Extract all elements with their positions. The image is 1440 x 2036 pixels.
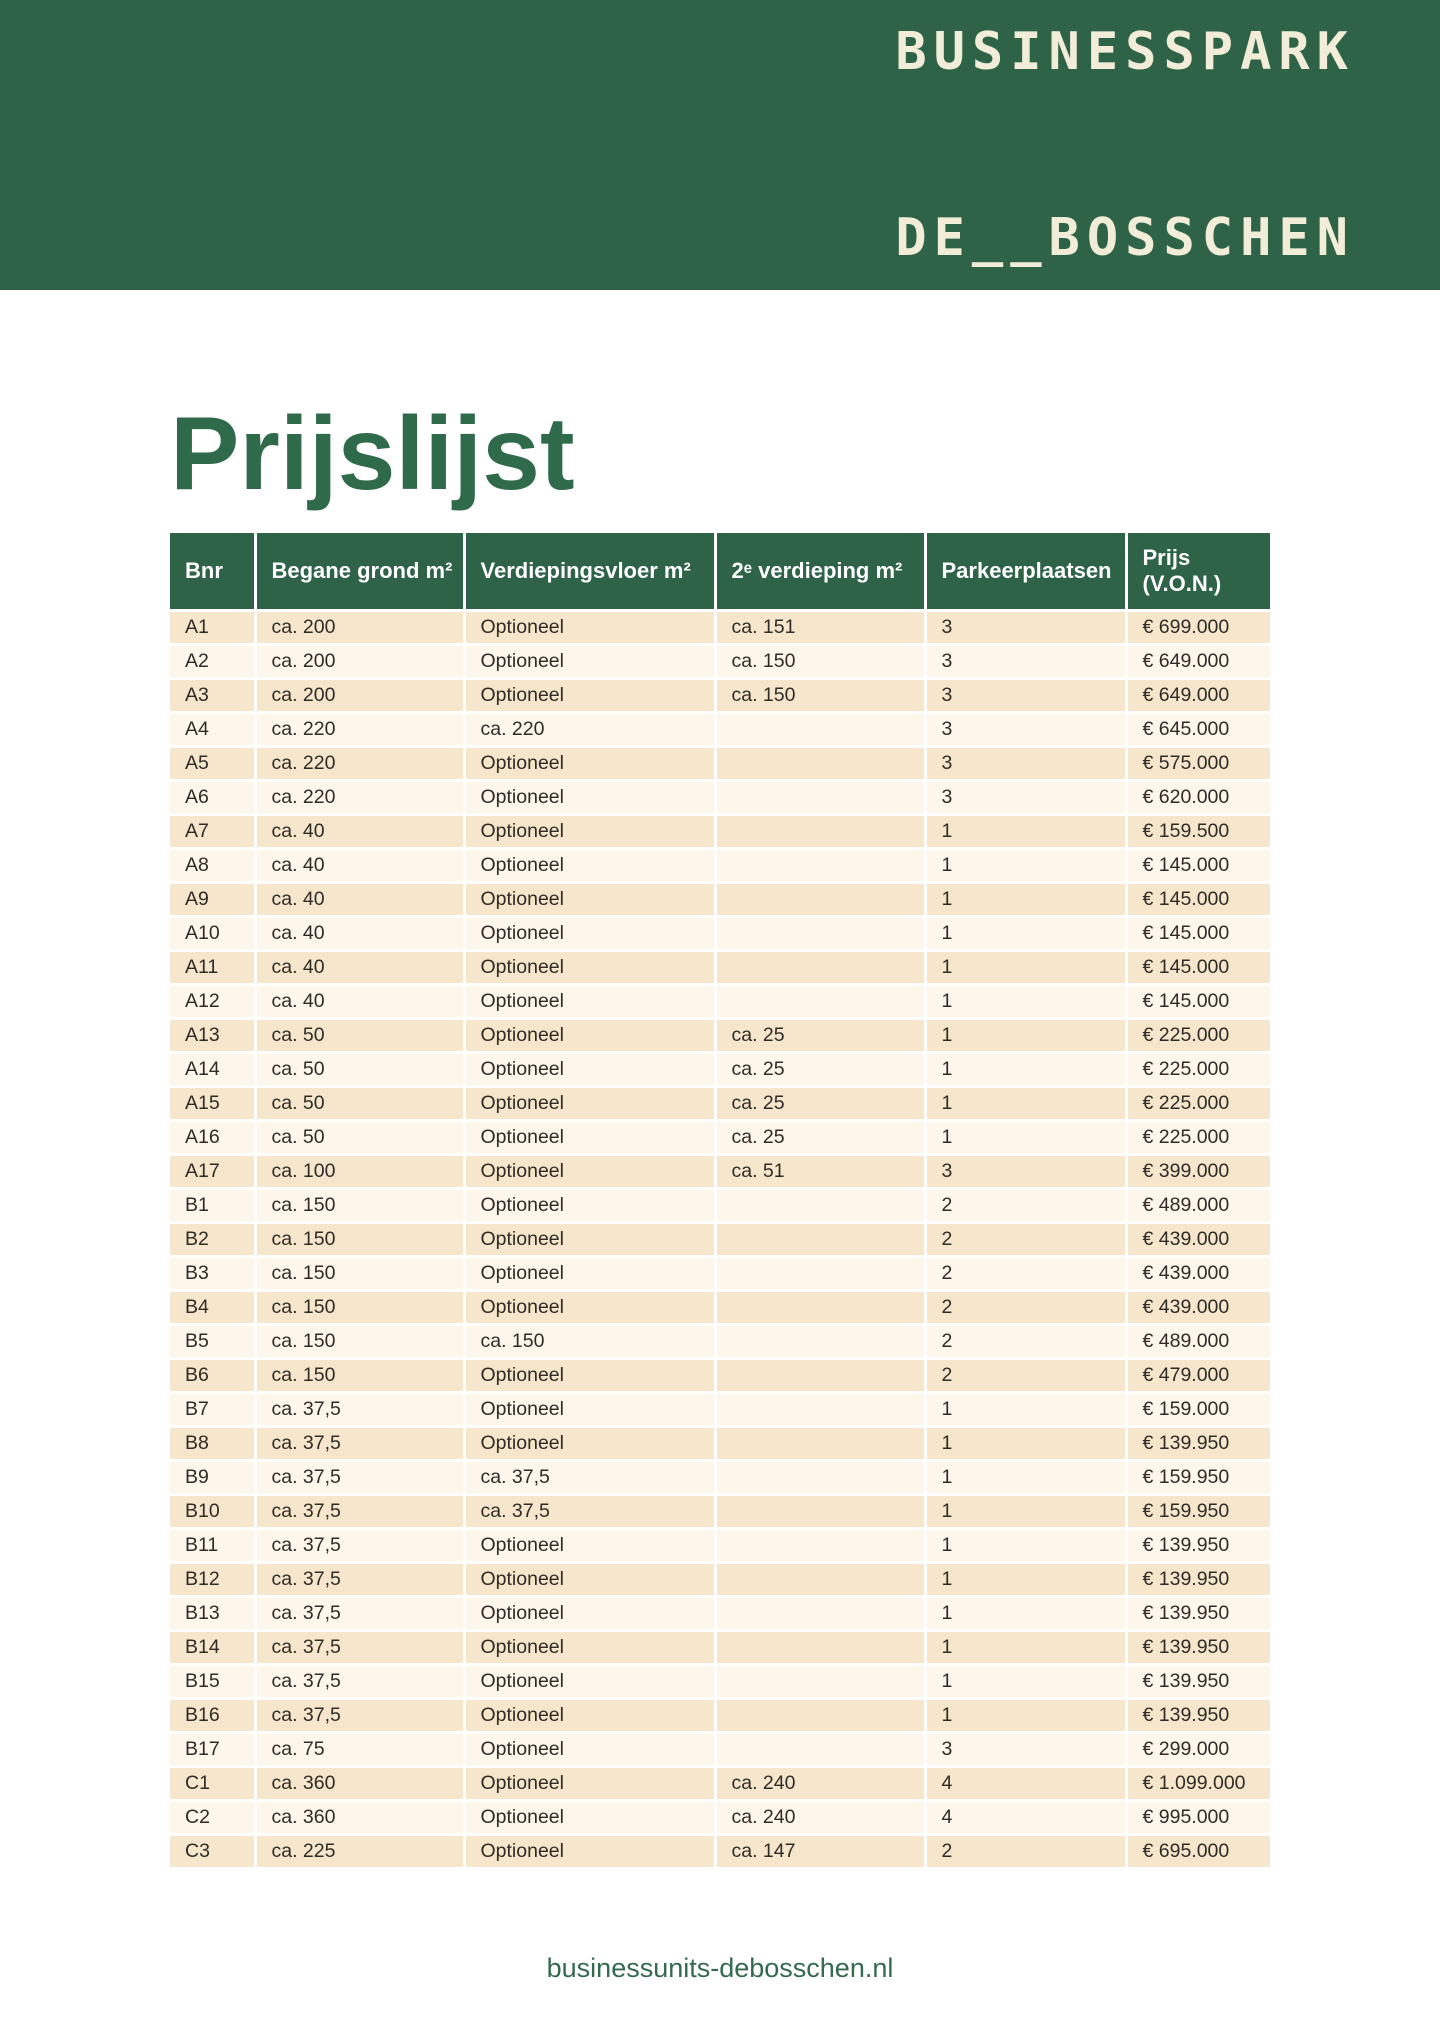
logo-line-1: BUSINESSPARK — [895, 22, 1355, 82]
table-row — [170, 917, 1270, 951]
cell-bnr: C2 — [170, 1801, 255, 1835]
cell-prijs-v-o-n: € 145.000 — [1126, 883, 1270, 917]
cell-verdiepingsvloer-m: Optioneel — [464, 1563, 715, 1597]
cell-begane-grond-m: ca. 37,5 — [255, 1563, 464, 1597]
cell-verdiepingsvloer-m: Optioneel — [464, 645, 715, 679]
cell-bnr: B9 — [170, 1461, 255, 1495]
cell-prijs-v-o-n: € 489.000 — [1126, 1189, 1270, 1223]
cell-begane-grond-m: ca. 37,5 — [255, 1631, 464, 1665]
cell-2-verdieping-m — [715, 1597, 925, 1631]
cell-bnr: B3 — [170, 1257, 255, 1291]
cell-2-verdieping-m — [715, 951, 925, 985]
cell-begane-grond-m: ca. 360 — [255, 1767, 464, 1801]
cell-2-verdieping-m: ca. 25 — [715, 1053, 925, 1087]
cell-prijs-v-o-n: € 139.950 — [1126, 1699, 1270, 1733]
cell-verdiepingsvloer-m: ca. 150 — [464, 1325, 715, 1359]
cell-parkeerplaatsen: 2 — [925, 1257, 1126, 1291]
cell-begane-grond-m: ca. 150 — [255, 1359, 464, 1393]
cell-prijs-v-o-n: € 145.000 — [1126, 849, 1270, 883]
cell-bnr: C3 — [170, 1835, 255, 1869]
cell-verdiepingsvloer-m: Optioneel — [464, 1699, 715, 1733]
cell-begane-grond-m: ca. 225 — [255, 1835, 464, 1869]
cell-bnr: A9 — [170, 883, 255, 917]
cell-verdiepingsvloer-m: Optioneel — [464, 1121, 715, 1155]
cell-verdiepingsvloer-m: Optioneel — [464, 1529, 715, 1563]
cell-bnr: B12 — [170, 1563, 255, 1597]
cell-verdiepingsvloer-m: Optioneel — [464, 1631, 715, 1665]
table-row — [170, 1359, 1270, 1393]
cell-bnr: A16 — [170, 1121, 255, 1155]
cell-2-verdieping-m: ca. 240 — [715, 1801, 925, 1835]
table-row — [170, 1529, 1270, 1563]
cell-bnr: A1 — [170, 611, 255, 645]
cell-parkeerplaatsen: 1 — [925, 1631, 1126, 1665]
cell-bnr: A14 — [170, 1053, 255, 1087]
cell-2-verdieping-m: ca. 25 — [715, 1087, 925, 1121]
cell-prijs-v-o-n: € 399.000 — [1126, 1155, 1270, 1189]
logo-line-2: DE__BOSSCHEN — [895, 208, 1355, 268]
table-row — [170, 747, 1270, 781]
cell-bnr: A13 — [170, 1019, 255, 1053]
cell-prijs-v-o-n: € 299.000 — [1126, 1733, 1270, 1767]
cell-prijs-v-o-n: € 159.000 — [1126, 1393, 1270, 1427]
table-row — [170, 849, 1270, 883]
table-row — [170, 1087, 1270, 1121]
cell-begane-grond-m: ca. 220 — [255, 781, 464, 815]
cell-parkeerplaatsen: 1 — [925, 815, 1126, 849]
cell-bnr: B13 — [170, 1597, 255, 1631]
cell-begane-grond-m: ca. 200 — [255, 645, 464, 679]
cell-begane-grond-m: ca. 37,5 — [255, 1461, 464, 1495]
cell-prijs-v-o-n: € 439.000 — [1126, 1257, 1270, 1291]
cell-verdiepingsvloer-m: Optioneel — [464, 1155, 715, 1189]
cell-parkeerplaatsen: 1 — [925, 1699, 1126, 1733]
cell-2-verdieping-m — [715, 1223, 925, 1257]
cell-parkeerplaatsen: 3 — [925, 611, 1126, 645]
cell-bnr: B10 — [170, 1495, 255, 1529]
cell-parkeerplaatsen: 2 — [925, 1325, 1126, 1359]
cell-2-verdieping-m — [715, 1359, 925, 1393]
cell-bnr: A5 — [170, 747, 255, 781]
cell-verdiepingsvloer-m: Optioneel — [464, 781, 715, 815]
cell-begane-grond-m: ca. 100 — [255, 1155, 464, 1189]
cell-2-verdieping-m — [715, 1529, 925, 1563]
cell-2-verdieping-m: ca. 240 — [715, 1767, 925, 1801]
cell-parkeerplaatsen: 2 — [925, 1835, 1126, 1869]
cell-verdiepingsvloer-m: Optioneel — [464, 815, 715, 849]
cell-prijs-v-o-n: € 479.000 — [1126, 1359, 1270, 1393]
cell-parkeerplaatsen: 2 — [925, 1359, 1126, 1393]
cell-verdiepingsvloer-m: Optioneel — [464, 1189, 715, 1223]
cell-prijs-v-o-n: € 145.000 — [1126, 917, 1270, 951]
cell-verdiepingsvloer-m: Optioneel — [464, 1393, 715, 1427]
table-row — [170, 985, 1270, 1019]
column-header-2-verdieping-m: 2ᵉ verdieping m² — [715, 533, 925, 611]
cell-parkeerplaatsen: 1 — [925, 1053, 1126, 1087]
cell-2-verdieping-m — [715, 1257, 925, 1291]
table-row — [170, 1801, 1270, 1835]
cell-bnr: B4 — [170, 1291, 255, 1325]
header-row — [170, 533, 1270, 611]
cell-begane-grond-m: ca. 40 — [255, 815, 464, 849]
cell-bnr: A17 — [170, 1155, 255, 1189]
cell-parkeerplaatsen: 1 — [925, 1087, 1126, 1121]
cell-parkeerplaatsen: 3 — [925, 781, 1126, 815]
cell-begane-grond-m: ca. 37,5 — [255, 1699, 464, 1733]
cell-prijs-v-o-n: € 139.950 — [1126, 1529, 1270, 1563]
cell-2-verdieping-m: ca. 150 — [715, 679, 925, 713]
table-row — [170, 1733, 1270, 1767]
cell-verdiepingsvloer-m: Optioneel — [464, 1767, 715, 1801]
cell-begane-grond-m: ca. 150 — [255, 1257, 464, 1291]
page-footer — [0, 1953, 1440, 1984]
cell-prijs-v-o-n: € 139.950 — [1126, 1631, 1270, 1665]
cell-2-verdieping-m: ca. 25 — [715, 1121, 925, 1155]
cell-verdiepingsvloer-m: Optioneel — [464, 611, 715, 645]
table-row — [170, 1767, 1270, 1801]
cell-2-verdieping-m: ca. 151 — [715, 611, 925, 645]
cell-verdiepingsvloer-m: Optioneel — [464, 1801, 715, 1835]
cell-prijs-v-o-n: € 145.000 — [1126, 985, 1270, 1019]
cell-prijs-v-o-n: € 1.099.000 — [1126, 1767, 1270, 1801]
price-table-body — [170, 611, 1270, 1869]
cell-verdiepingsvloer-m: Optioneel — [464, 1597, 715, 1631]
cell-verdiepingsvloer-m: Optioneel — [464, 1665, 715, 1699]
cell-parkeerplaatsen: 2 — [925, 1189, 1126, 1223]
cell-parkeerplaatsen: 3 — [925, 713, 1126, 747]
cell-parkeerplaatsen: 1 — [925, 1665, 1126, 1699]
cell-parkeerplaatsen: 1 — [925, 1529, 1126, 1563]
cell-bnr: A6 — [170, 781, 255, 815]
table-row — [170, 1563, 1270, 1597]
cell-verdiepingsvloer-m: Optioneel — [464, 1427, 715, 1461]
cell-prijs-v-o-n: € 699.000 — [1126, 611, 1270, 645]
cell-begane-grond-m: ca. 37,5 — [255, 1529, 464, 1563]
cell-2-verdieping-m — [715, 1665, 925, 1699]
table-row — [170, 1053, 1270, 1087]
cell-prijs-v-o-n: € 225.000 — [1126, 1087, 1270, 1121]
cell-2-verdieping-m: ca. 51 — [715, 1155, 925, 1189]
column-header-begane-grond-m: Begane grond m² — [255, 533, 464, 611]
price-table-header — [170, 533, 1270, 611]
cell-begane-grond-m: ca. 37,5 — [255, 1597, 464, 1631]
column-header-bnr: Bnr — [170, 533, 255, 611]
table-row — [170, 1223, 1270, 1257]
cell-begane-grond-m: ca. 37,5 — [255, 1665, 464, 1699]
cell-prijs-v-o-n: € 139.950 — [1126, 1597, 1270, 1631]
table-row — [170, 1665, 1270, 1699]
cell-parkeerplaatsen: 1 — [925, 849, 1126, 883]
cell-2-verdieping-m — [715, 883, 925, 917]
cell-begane-grond-m: ca. 50 — [255, 1019, 464, 1053]
cell-verdiepingsvloer-m: Optioneel — [464, 1291, 715, 1325]
cell-parkeerplaatsen: 3 — [925, 1155, 1126, 1189]
cell-prijs-v-o-n: € 695.000 — [1126, 1835, 1270, 1869]
cell-bnr: A11 — [170, 951, 255, 985]
cell-prijs-v-o-n: € 439.000 — [1126, 1223, 1270, 1257]
column-header-parkeerplaatsen: Parkeerplaatsen — [925, 533, 1126, 611]
cell-bnr: A12 — [170, 985, 255, 1019]
cell-begane-grond-m: ca. 37,5 — [255, 1495, 464, 1529]
cell-verdiepingsvloer-m: Optioneel — [464, 1733, 715, 1767]
cell-2-verdieping-m — [715, 1733, 925, 1767]
cell-2-verdieping-m — [715, 1461, 925, 1495]
table-row — [170, 713, 1270, 747]
table-row — [170, 1257, 1270, 1291]
cell-2-verdieping-m — [715, 849, 925, 883]
cell-2-verdieping-m — [715, 917, 925, 951]
cell-2-verdieping-m — [715, 1563, 925, 1597]
cell-prijs-v-o-n: € 225.000 — [1126, 1121, 1270, 1155]
column-header-verdiepingsvloer-m: Verdiepingsvloer m² — [464, 533, 715, 611]
website-link[interactable]: businessunits-debosschen.nl — [546, 1953, 894, 1983]
cell-prijs-v-o-n: € 159.950 — [1126, 1495, 1270, 1529]
column-header-prijs-v-o-n: Prijs (V.O.N.) — [1126, 533, 1270, 611]
cell-parkeerplaatsen: 1 — [925, 951, 1126, 985]
cell-prijs-v-o-n: € 225.000 — [1126, 1019, 1270, 1053]
cell-verdiepingsvloer-m: Optioneel — [464, 1257, 715, 1291]
table-row — [170, 1393, 1270, 1427]
cell-parkeerplaatsen: 1 — [925, 1393, 1126, 1427]
cell-begane-grond-m: ca. 220 — [255, 713, 464, 747]
price-table — [170, 533, 1270, 1871]
table-row — [170, 1835, 1270, 1869]
cell-begane-grond-m: ca. 150 — [255, 1291, 464, 1325]
cell-2-verdieping-m — [715, 747, 925, 781]
cell-begane-grond-m: ca. 220 — [255, 747, 464, 781]
table-row — [170, 1189, 1270, 1223]
cell-parkeerplaatsen: 1 — [925, 883, 1126, 917]
cell-verdiepingsvloer-m: Optioneel — [464, 1223, 715, 1257]
cell-begane-grond-m: ca. 360 — [255, 1801, 464, 1835]
cell-prijs-v-o-n: € 575.000 — [1126, 747, 1270, 781]
table-row — [170, 645, 1270, 679]
cell-begane-grond-m: ca. 40 — [255, 951, 464, 985]
table-row — [170, 1291, 1270, 1325]
cell-2-verdieping-m: ca. 150 — [715, 645, 925, 679]
cell-bnr: B7 — [170, 1393, 255, 1427]
table-row — [170, 1495, 1270, 1529]
cell-verdiepingsvloer-m: Optioneel — [464, 1087, 715, 1121]
cell-2-verdieping-m — [715, 985, 925, 1019]
cell-bnr: B6 — [170, 1359, 255, 1393]
cell-bnr: B11 — [170, 1529, 255, 1563]
table-row — [170, 1631, 1270, 1665]
cell-bnr: A2 — [170, 645, 255, 679]
table-row — [170, 781, 1270, 815]
cell-prijs-v-o-n: € 159.500 — [1126, 815, 1270, 849]
cell-2-verdieping-m — [715, 815, 925, 849]
cell-begane-grond-m: ca. 50 — [255, 1053, 464, 1087]
cell-verdiepingsvloer-m: Optioneel — [464, 985, 715, 1019]
cell-2-verdieping-m: ca. 147 — [715, 1835, 925, 1869]
cell-parkeerplaatsen: 1 — [925, 1427, 1126, 1461]
table-row — [170, 1019, 1270, 1053]
table-row — [170, 1427, 1270, 1461]
table-row — [170, 951, 1270, 985]
cell-bnr: B2 — [170, 1223, 255, 1257]
cell-verdiepingsvloer-m: Optioneel — [464, 1053, 715, 1087]
cell-verdiepingsvloer-m: ca. 37,5 — [464, 1461, 715, 1495]
table-row — [170, 1461, 1270, 1495]
cell-2-verdieping-m — [715, 1631, 925, 1665]
cell-begane-grond-m: ca. 150 — [255, 1189, 464, 1223]
cell-prijs-v-o-n: € 995.000 — [1126, 1801, 1270, 1835]
cell-parkeerplaatsen: 1 — [925, 917, 1126, 951]
cell-parkeerplaatsen: 1 — [925, 985, 1126, 1019]
table-row — [170, 1121, 1270, 1155]
cell-2-verdieping-m — [715, 1495, 925, 1529]
cell-2-verdieping-m — [715, 1291, 925, 1325]
cell-prijs-v-o-n: € 145.000 — [1126, 951, 1270, 985]
table-row — [170, 1155, 1270, 1189]
cell-begane-grond-m: ca. 40 — [255, 985, 464, 1019]
table-row — [170, 1699, 1270, 1733]
cell-2-verdieping-m — [715, 1393, 925, 1427]
cell-bnr: A7 — [170, 815, 255, 849]
cell-prijs-v-o-n: € 439.000 — [1126, 1291, 1270, 1325]
cell-verdiepingsvloer-m: Optioneel — [464, 951, 715, 985]
cell-verdiepingsvloer-m: Optioneel — [464, 883, 715, 917]
cell-bnr: C1 — [170, 1767, 255, 1801]
table-row — [170, 1597, 1270, 1631]
table-row — [170, 1325, 1270, 1359]
page-title: Prijslijst — [170, 396, 575, 512]
cell-prijs-v-o-n: € 225.000 — [1126, 1053, 1270, 1087]
cell-bnr: A3 — [170, 679, 255, 713]
cell-begane-grond-m: ca. 200 — [255, 679, 464, 713]
cell-parkeerplaatsen: 1 — [925, 1461, 1126, 1495]
table-row — [170, 883, 1270, 917]
cell-parkeerplaatsen: 1 — [925, 1563, 1126, 1597]
cell-prijs-v-o-n: € 649.000 — [1126, 679, 1270, 713]
cell-verdiepingsvloer-m: Optioneel — [464, 917, 715, 951]
cell-bnr: A8 — [170, 849, 255, 883]
cell-2-verdieping-m — [715, 1325, 925, 1359]
cell-verdiepingsvloer-m: Optioneel — [464, 1359, 715, 1393]
cell-parkeerplaatsen: 3 — [925, 1733, 1126, 1767]
cell-begane-grond-m: ca. 75 — [255, 1733, 464, 1767]
cell-parkeerplaatsen: 2 — [925, 1291, 1126, 1325]
cell-2-verdieping-m — [715, 781, 925, 815]
cell-parkeerplaatsen: 3 — [925, 645, 1126, 679]
table-row — [170, 679, 1270, 713]
company-logo — [895, 0, 1355, 393]
cell-prijs-v-o-n: € 139.950 — [1126, 1563, 1270, 1597]
table-row — [170, 611, 1270, 645]
cell-prijs-v-o-n: € 139.950 — [1126, 1427, 1270, 1461]
cell-parkeerplaatsen: 1 — [925, 1019, 1126, 1053]
header-banner — [0, 0, 1440, 290]
cell-parkeerplaatsen: 1 — [925, 1495, 1126, 1529]
cell-bnr: B15 — [170, 1665, 255, 1699]
cell-2-verdieping-m — [715, 1189, 925, 1223]
cell-verdiepingsvloer-m: ca. 220 — [464, 713, 715, 747]
table-row — [170, 815, 1270, 849]
cell-begane-grond-m: ca. 37,5 — [255, 1427, 464, 1461]
cell-parkeerplaatsen: 1 — [925, 1597, 1126, 1631]
cell-begane-grond-m: ca. 200 — [255, 611, 464, 645]
cell-2-verdieping-m — [715, 1427, 925, 1461]
cell-parkeerplaatsen: 3 — [925, 679, 1126, 713]
cell-verdiepingsvloer-m: Optioneel — [464, 1835, 715, 1869]
cell-parkeerplaatsen: 4 — [925, 1801, 1126, 1835]
cell-bnr: B16 — [170, 1699, 255, 1733]
cell-2-verdieping-m: ca. 25 — [715, 1019, 925, 1053]
cell-verdiepingsvloer-m: Optioneel — [464, 679, 715, 713]
cell-2-verdieping-m — [715, 1699, 925, 1733]
cell-2-verdieping-m — [715, 713, 925, 747]
cell-prijs-v-o-n: € 489.000 — [1126, 1325, 1270, 1359]
cell-begane-grond-m: ca. 150 — [255, 1223, 464, 1257]
cell-begane-grond-m: ca. 40 — [255, 849, 464, 883]
cell-parkeerplaatsen: 1 — [925, 1121, 1126, 1155]
cell-begane-grond-m: ca. 50 — [255, 1087, 464, 1121]
cell-bnr: B1 — [170, 1189, 255, 1223]
cell-parkeerplaatsen: 2 — [925, 1223, 1126, 1257]
cell-prijs-v-o-n: € 645.000 — [1126, 713, 1270, 747]
cell-bnr: B8 — [170, 1427, 255, 1461]
cell-begane-grond-m: ca. 40 — [255, 917, 464, 951]
cell-bnr: B14 — [170, 1631, 255, 1665]
cell-prijs-v-o-n: € 620.000 — [1126, 781, 1270, 815]
cell-prijs-v-o-n: € 649.000 — [1126, 645, 1270, 679]
cell-prijs-v-o-n: € 159.950 — [1126, 1461, 1270, 1495]
cell-bnr: B17 — [170, 1733, 255, 1767]
cell-parkeerplaatsen: 4 — [925, 1767, 1126, 1801]
cell-begane-grond-m: ca. 37,5 — [255, 1393, 464, 1427]
cell-parkeerplaatsen: 3 — [925, 747, 1126, 781]
cell-prijs-v-o-n: € 139.950 — [1126, 1665, 1270, 1699]
cell-verdiepingsvloer-m: ca. 37,5 — [464, 1495, 715, 1529]
cell-verdiepingsvloer-m: Optioneel — [464, 1019, 715, 1053]
cell-begane-grond-m: ca. 40 — [255, 883, 464, 917]
cell-verdiepingsvloer-m: Optioneel — [464, 849, 715, 883]
cell-begane-grond-m: ca. 150 — [255, 1325, 464, 1359]
cell-bnr: A10 — [170, 917, 255, 951]
cell-bnr: B5 — [170, 1325, 255, 1359]
cell-begane-grond-m: ca. 50 — [255, 1121, 464, 1155]
cell-verdiepingsvloer-m: Optioneel — [464, 747, 715, 781]
cell-bnr: A15 — [170, 1087, 255, 1121]
cell-bnr: A4 — [170, 713, 255, 747]
